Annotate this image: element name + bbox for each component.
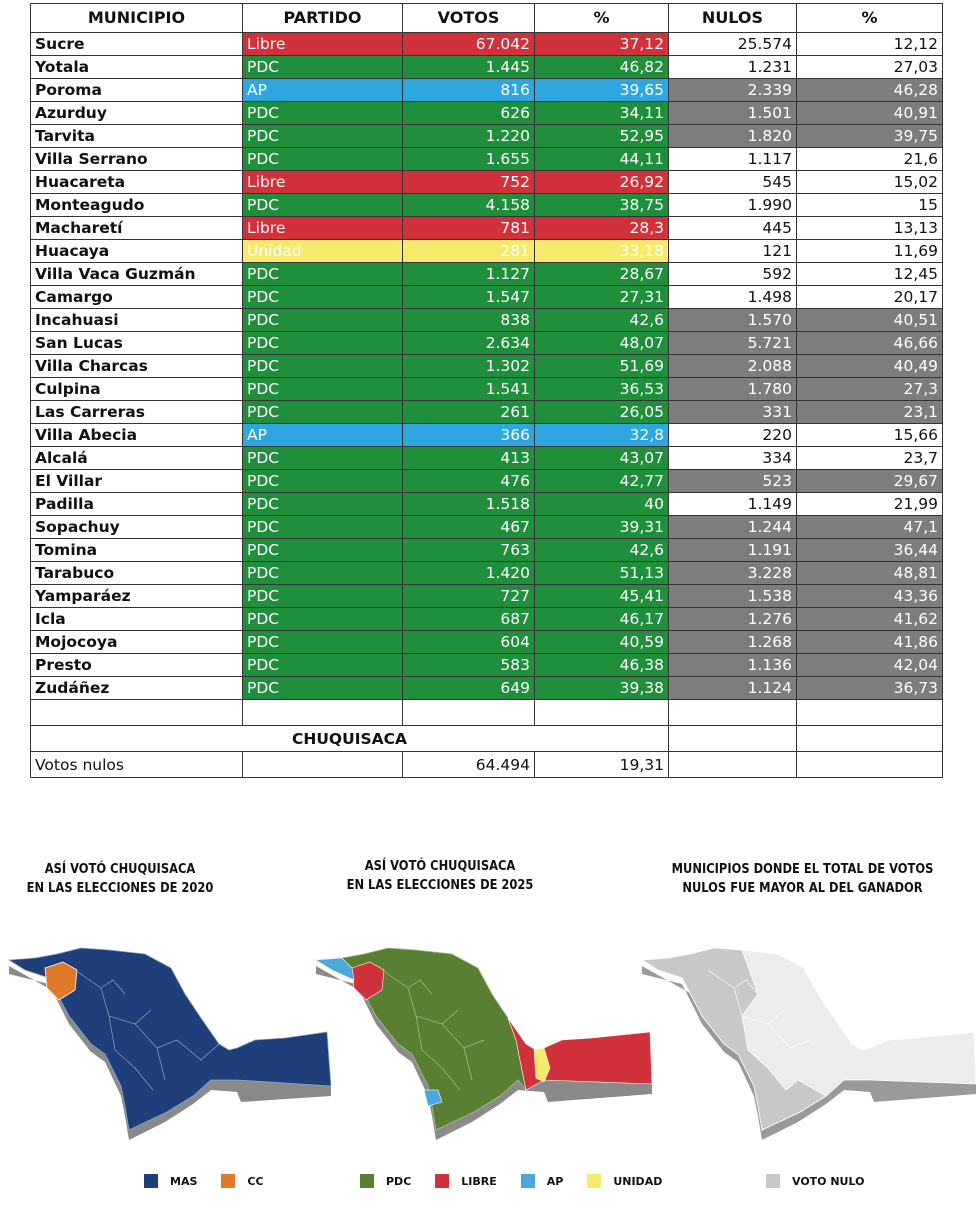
results-table [30,3,943,778]
legend-label: AP [546,1174,564,1188]
table-row [31,562,943,585]
nulos-cell: 1.501 [669,102,797,125]
municipio-cell: Presto [31,654,243,677]
votos-cell: 1.420 [403,562,535,585]
municipio-cell: Alcalá [31,447,243,470]
blank-cell [243,752,403,778]
map-heading-2025 [338,857,542,895]
votos-cell: 649 [403,677,535,700]
legend-swatch [435,1174,449,1188]
legend-swatch [360,1174,374,1188]
table-row [31,309,943,332]
pct-cell: 46,82 [535,56,669,79]
legend-label: UNIDAD [613,1174,663,1188]
pct-cell: 42,77 [535,470,669,493]
map-heading-nulos [656,860,949,898]
pct-cell: 27,31 [535,286,669,309]
table-row [31,355,943,378]
partido-cell: PDC [243,401,403,424]
municipio-cell: Huacaya [31,240,243,263]
pct-cell: 48,07 [535,332,669,355]
legend-label: LIBRE [461,1174,497,1188]
partido-cell: Libre [243,217,403,240]
nulos-cell: 1.538 [669,585,797,608]
pct-nulos-cell: 43,36 [797,585,943,608]
map-heading-line1: ASÍ VOTÓ CHUQUISACA [364,858,516,874]
blank-cell [669,752,797,778]
partido-cell: PDC [243,378,403,401]
blank-cell [669,726,797,752]
municipio-cell: Villa Abecia [31,424,243,447]
total-title-row [31,726,943,752]
votos-cell: 1.541 [403,378,535,401]
nulos-cell: 1.820 [669,125,797,148]
pct-cell: 32,8 [535,424,669,447]
legend-item-cc [221,1174,263,1188]
votos-cell: 752 [403,171,535,194]
table-row [31,56,943,79]
municipio-cell: Villa Serrano [31,148,243,171]
partido-cell: Libre [243,33,403,56]
pct-nulos-cell: 21,6 [797,148,943,171]
pct-cell: 46,17 [535,608,669,631]
pct-cell: 39,65 [535,79,669,102]
map-heading-line2: NULOS FUE MAYOR AL DEL GANADOR [682,880,923,896]
blank-cell [669,700,797,726]
votos-cell: 1.655 [403,148,535,171]
pct-nulos-cell: 42,04 [797,654,943,677]
pct-nulos-cell: 40,51 [797,309,943,332]
nulos-cell: 445 [669,217,797,240]
partido-cell: PDC [243,355,403,378]
blank-cell [31,700,243,726]
partido-cell: Libre [243,171,403,194]
partido-cell: PDC [243,447,403,470]
table-row [31,33,943,56]
municipio-cell: Macharetí [31,217,243,240]
partido-cell: PDC [243,194,403,217]
header-pct: % [535,4,669,33]
nulos-cell: 1.231 [669,56,797,79]
blank-cell [797,726,943,752]
partido-cell: PDC [243,263,403,286]
nulos-cell: 5.721 [669,332,797,355]
partido-cell: PDC [243,631,403,654]
legend-label: MAS [170,1174,198,1188]
pct-nulos-cell: 41,62 [797,608,943,631]
legend-swatch [144,1174,158,1188]
pct-nulos-cell: 15,66 [797,424,943,447]
header-nulos: NULOS [669,4,797,33]
pct-cell: 52,95 [535,125,669,148]
municipio-cell: Camargo [31,286,243,309]
nulos-cell: 220 [669,424,797,447]
pct-nulos-cell: 13,13 [797,217,943,240]
pct-nulos-cell: 46,66 [797,332,943,355]
partido-cell: PDC [243,309,403,332]
pct-nulos-cell: 39,75 [797,125,943,148]
votos-cell: 366 [403,424,535,447]
pct-cell: 28,3 [535,217,669,240]
pct-cell: 51,69 [535,355,669,378]
legend-item-mas [144,1174,197,1188]
blank-cell [243,700,403,726]
header-municipio: MUNICIPIO [31,4,243,33]
votos-cell: 261 [403,401,535,424]
table-row [31,79,943,102]
nulos-cell: 545 [669,171,797,194]
pct-cell: 44,11 [535,148,669,171]
table-row [31,608,943,631]
municipio-cell: El Villar [31,470,243,493]
table-row [31,631,943,654]
nulos-cell: 1.570 [669,309,797,332]
votos-cell: 687 [403,608,535,631]
partido-cell: Unidad [243,240,403,263]
table-row [31,263,943,286]
nulos-cell: 121 [669,240,797,263]
header-partido: PARTIDO [243,4,403,33]
map-heading-line2: EN LAS ELECCIONES DE 2025 [346,877,534,893]
partido-cell: PDC [243,56,403,79]
pct-cell: 51,13 [535,562,669,585]
table-row [31,516,943,539]
nulos-cell: 1.124 [669,677,797,700]
map-2020 [5,940,345,1150]
votos-cell: 763 [403,539,535,562]
map-heading-line1: MUNICIPIOS DONDE EL TOTAL DE VOTOS [671,861,934,877]
nulos-cell: 2.339 [669,79,797,102]
nulos-cell: 523 [669,470,797,493]
votos-cell: 781 [403,217,535,240]
table-row [31,493,943,516]
municipio-cell: Villa Charcas [31,355,243,378]
votos-cell: 1.445 [403,56,535,79]
legend-label: CC [247,1174,264,1188]
table-header-row [31,4,943,33]
pct-cell: 40 [535,493,669,516]
pct-nulos-cell: 12,12 [797,33,943,56]
nulos-cell: 2.088 [669,355,797,378]
pct-nulos-cell: 46,28 [797,79,943,102]
map-nulos [638,940,978,1150]
table-row [31,194,943,217]
partido-cell: PDC [243,286,403,309]
table-row [31,286,943,309]
pct-nulos-cell: 36,44 [797,539,943,562]
partido-cell: PDC [243,608,403,631]
header-votos: VOTOS [403,4,535,33]
votos-cell: 604 [403,631,535,654]
legend-label: PDC [386,1174,412,1188]
nulos-cell: 1.244 [669,516,797,539]
votos-cell: 626 [403,102,535,125]
pct-nulos-cell: 15,02 [797,171,943,194]
map-region-libre-east [508,1018,652,1090]
table-row [31,539,943,562]
total-row [31,752,943,778]
votos-cell: 476 [403,470,535,493]
municipio-cell: San Lucas [31,332,243,355]
pct-cell: 42,6 [535,309,669,332]
pct-nulos-cell: 29,67 [797,470,943,493]
table-body [31,33,943,700]
pct-cell: 40,59 [535,631,669,654]
nulos-cell: 1.149 [669,493,797,516]
legend-swatch [587,1174,601,1188]
partido-cell: PDC [243,539,403,562]
table-row [31,677,943,700]
map-2025 [312,940,652,1150]
nulos-cell: 1.498 [669,286,797,309]
votos-cell: 2.634 [403,332,535,355]
municipio-cell: Tomina [31,539,243,562]
partido-cell: PDC [243,148,403,171]
votos-cell: 1.127 [403,263,535,286]
table-row [31,470,943,493]
legend-item-unidad [587,1174,662,1188]
nulos-cell: 592 [669,263,797,286]
blank-cell [535,700,669,726]
partido-cell: PDC [243,332,403,355]
pct-nulos-cell: 15 [797,194,943,217]
legend-item-libre [435,1174,496,1188]
votos-cell: 1.518 [403,493,535,516]
partido-cell: PDC [243,654,403,677]
votos-cell: 67.042 [403,33,535,56]
partido-cell: PDC [243,585,403,608]
table-footer [31,700,943,778]
pct-cell: 42,6 [535,539,669,562]
total-votos: 64.494 [403,752,535,778]
pct-nulos-cell: 23,1 [797,401,943,424]
total-pct: 19,31 [535,752,669,778]
municipio-cell: Padilla [31,493,243,516]
municipio-cell: Huacareta [31,171,243,194]
votos-cell: 281 [403,240,535,263]
legend-swatch [766,1174,780,1188]
partido-cell: AP [243,79,403,102]
pct-cell: 39,31 [535,516,669,539]
legend-item-ap [521,1174,564,1188]
municipio-cell: Zudáñez [31,677,243,700]
legend-item-pdc [360,1174,411,1188]
partido-cell: PDC [243,562,403,585]
pct-cell: 38,75 [535,194,669,217]
nulos-cell: 1.780 [669,378,797,401]
nulos-cell: 1.136 [669,654,797,677]
header-pct-nulos: % [797,4,943,33]
pct-nulos-cell: 48,81 [797,562,943,585]
partido-cell: PDC [243,677,403,700]
votos-cell: 4.158 [403,194,535,217]
blank-cell [797,752,943,778]
pct-cell: 45,41 [535,585,669,608]
municipio-cell: Incahuasi [31,309,243,332]
municipio-cell: Sucre [31,33,243,56]
municipio-cell: Tarvita [31,125,243,148]
municipio-cell: Yotala [31,56,243,79]
partido-cell: PDC [243,516,403,539]
partido-cell: AP [243,424,403,447]
municipio-cell: Azurduy [31,102,243,125]
municipio-cell: Mojocoya [31,631,243,654]
municipio-cell: Sopachuy [31,516,243,539]
votos-cell: 1.302 [403,355,535,378]
map-heading-line1: ASÍ VOTÓ CHUQUISACA [44,861,196,877]
partido-cell: PDC [243,470,403,493]
table-row [31,378,943,401]
pct-cell: 39,38 [535,677,669,700]
table-row [31,447,943,470]
pct-cell: 36,53 [535,378,669,401]
total-title: CHUQUISACA [31,726,669,752]
table-row [31,171,943,194]
nulos-cell: 331 [669,401,797,424]
nulos-cell: 3.228 [669,562,797,585]
votos-cell: 583 [403,654,535,677]
nulos-cell: 1.990 [669,194,797,217]
blank-cell [797,700,943,726]
municipio-cell: Icla [31,608,243,631]
pct-cell: 43,07 [535,447,669,470]
pct-nulos-cell: 23,7 [797,447,943,470]
pct-cell: 37,12 [535,33,669,56]
municipio-cell: Poroma [31,79,243,102]
votos-cell: 816 [403,79,535,102]
table-row [31,148,943,171]
pct-cell: 28,67 [535,263,669,286]
total-label: Votos nulos [31,752,243,778]
votos-cell: 1.547 [403,286,535,309]
table-row [31,401,943,424]
map-heading-line2: EN LAS ELECCIONES DE 2020 [26,880,214,896]
table-row [31,125,943,148]
votos-cell: 727 [403,585,535,608]
table-row [31,585,943,608]
blank-row [31,700,943,726]
pct-nulos-cell: 41,86 [797,631,943,654]
partido-cell: PDC [243,493,403,516]
votos-cell: 1.220 [403,125,535,148]
nulos-cell: 1.276 [669,608,797,631]
pct-cell: 26,92 [535,171,669,194]
pct-nulos-cell: 20,17 [797,286,943,309]
partido-cell: PDC [243,102,403,125]
legend-swatch [221,1174,235,1188]
pct-nulos-cell: 27,03 [797,56,943,79]
legend-swatch [521,1174,535,1188]
nulos-cell: 1.117 [669,148,797,171]
pct-nulos-cell: 40,91 [797,102,943,125]
legend-label: VOTO NULO [792,1174,865,1188]
table-row [31,654,943,677]
blank-cell [403,700,535,726]
table-row [31,332,943,355]
legend-2025 [360,1174,686,1188]
pct-cell: 46,38 [535,654,669,677]
pct-nulos-cell: 36,73 [797,677,943,700]
pct-nulos-cell: 21,99 [797,493,943,516]
municipio-cell: Las Carreras [31,401,243,424]
votos-cell: 838 [403,309,535,332]
municipio-cell: Culpina [31,378,243,401]
partido-cell: PDC [243,125,403,148]
municipio-cell: Monteagudo [31,194,243,217]
table-row [31,217,943,240]
pct-cell: 33,18 [535,240,669,263]
legend-nulos [766,1174,888,1188]
legend-item-voto-nulo [766,1174,864,1188]
votos-cell: 413 [403,447,535,470]
nulos-cell: 334 [669,447,797,470]
table-row [31,102,943,125]
municipio-cell: Tarabuco [31,562,243,585]
pct-nulos-cell: 47,1 [797,516,943,539]
pct-nulos-cell: 11,69 [797,240,943,263]
nulos-cell: 1.191 [669,539,797,562]
pct-nulos-cell: 12,45 [797,263,943,286]
pct-nulos-cell: 27,3 [797,378,943,401]
legend-2020 [144,1174,288,1188]
map-heading-2020 [18,860,222,898]
municipio-cell: Villa Vaca Guzmán [31,263,243,286]
pct-cell: 34,11 [535,102,669,125]
pct-nulos-cell: 40,49 [797,355,943,378]
votos-cell: 467 [403,516,535,539]
table-row [31,424,943,447]
municipio-cell: Yamparáez [31,585,243,608]
nulos-cell: 25.574 [669,33,797,56]
nulos-cell: 1.268 [669,631,797,654]
pct-cell: 26,05 [535,401,669,424]
table-row [31,240,943,263]
